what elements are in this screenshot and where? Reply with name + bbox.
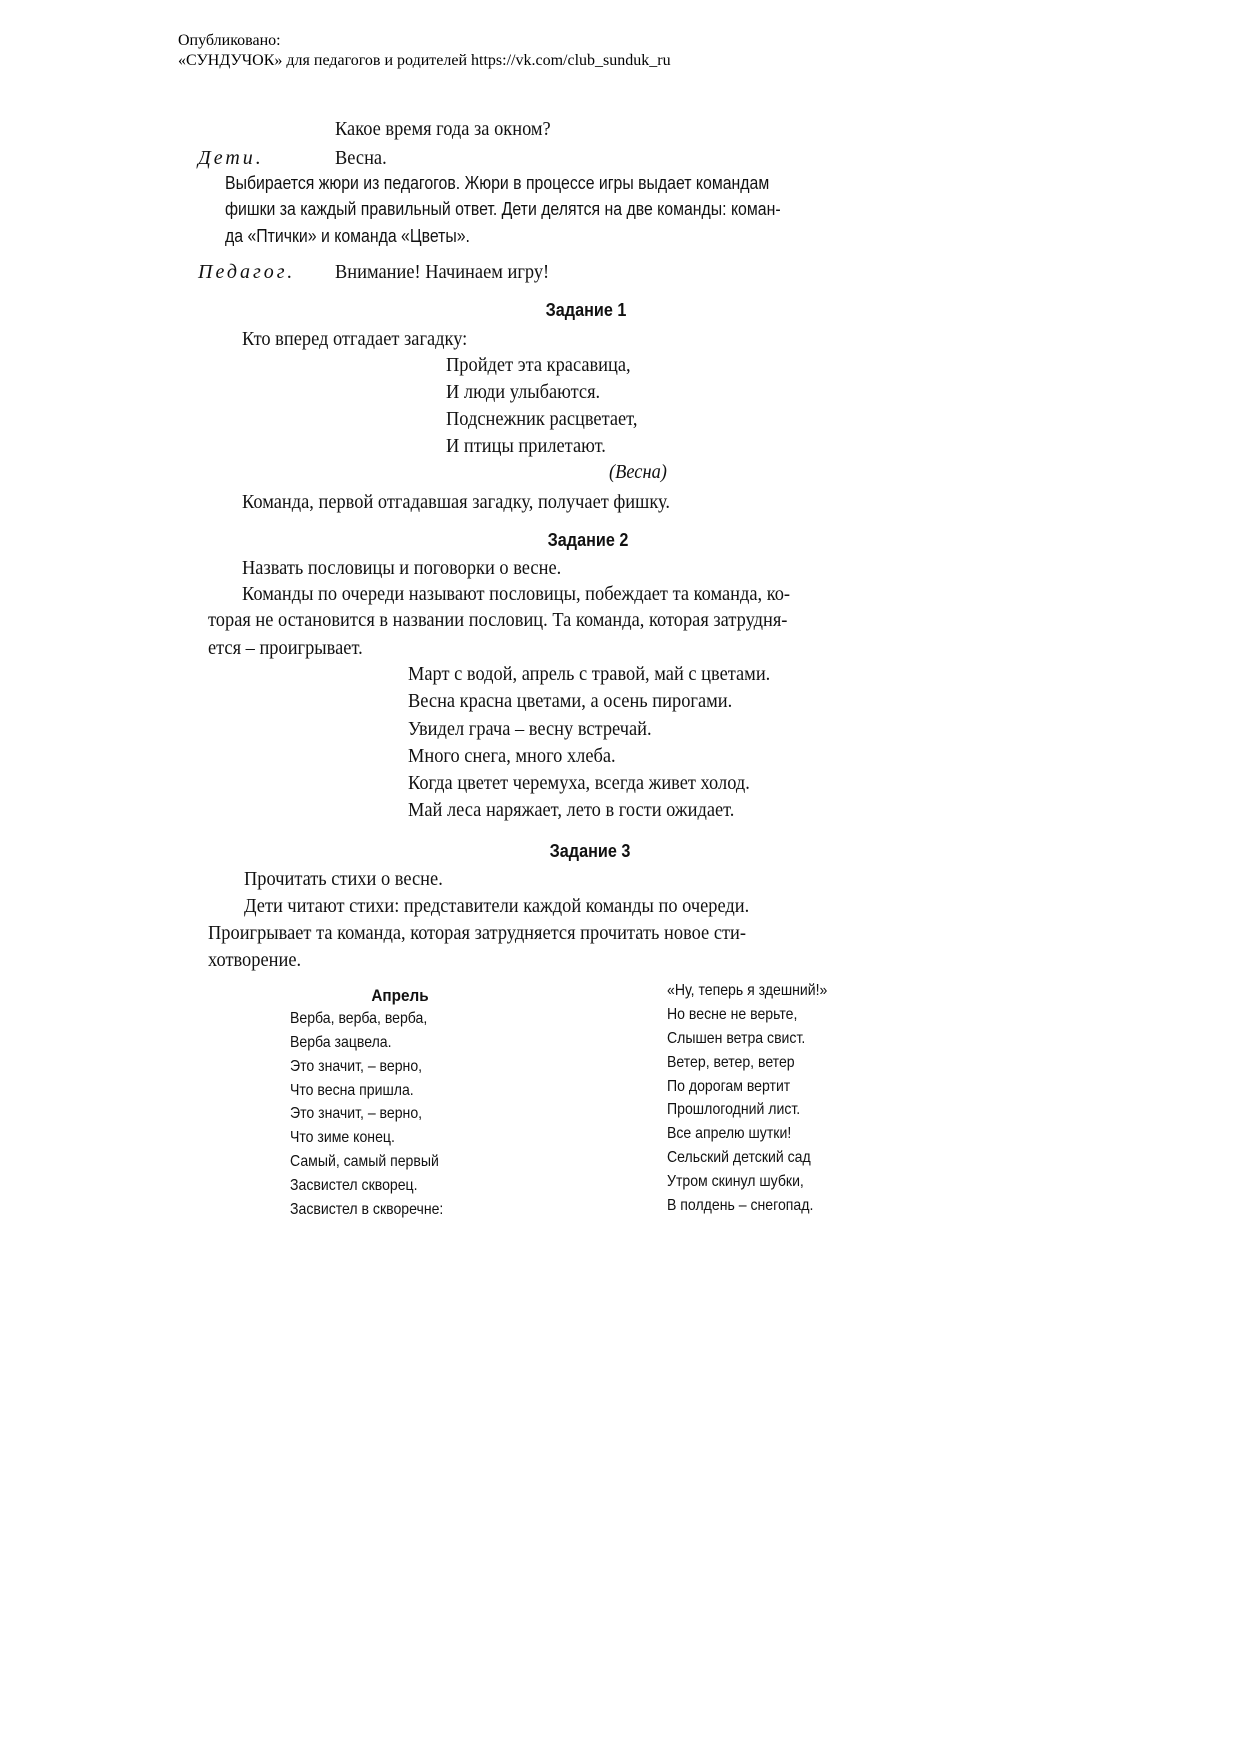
task-prompt: Кто вперед отгадает загадку: [242, 328, 468, 350]
task-prompt: Прочитать стихи о весне. [244, 868, 443, 890]
rules-line: Команды по очереди называют пословицы, побеждает та команда, ко- [242, 583, 791, 605]
rules-line: хотворение. [208, 949, 302, 971]
rules-line: Дети читают стихи: представители каждой команды по очереди. [244, 895, 750, 917]
task-note: Команда, первой отгадавшая загадку, получает фишку. [242, 491, 670, 513]
proverb: Когда цветет черемуха, всегда живет холод. [408, 772, 750, 794]
task-title: Задание 1 [545, 300, 627, 320]
poem-line: «Ну, теперь я здешний!» [667, 982, 828, 999]
poem-title: Апрель [371, 986, 429, 1005]
poem-line: Самый, самый первый [290, 1153, 439, 1170]
poem-line: Засвистел в скворечне: [290, 1201, 444, 1218]
riddle-line: И люди улыбаются. [446, 381, 601, 403]
poem-line: Но весне не верьте, [667, 1006, 798, 1023]
poem-line: Ветер, ветер, ветер [667, 1054, 795, 1071]
proverb: Увидел грача – весну встречай. [408, 718, 652, 740]
poem-line: По дорогам вертит [667, 1078, 791, 1095]
proverb: Много снега, много хлеба. [408, 745, 616, 767]
proverb: Весна красна цветами, а осень пирогами. [408, 690, 733, 712]
riddle-line: Подснежник расцветает, [446, 408, 638, 430]
poem-line: В полдень – снегопад. [667, 1197, 814, 1214]
publisher-line: «СУНДУЧОК» для педагогов и родителей https://vk.com/club_sunduk_ru [178, 52, 671, 69]
rules-line: Проигрывает та команда, которая затрудняется прочитать новое сти- [208, 922, 747, 944]
speaker-children: Дети. [198, 147, 264, 169]
riddle-answer: (Весна) [609, 461, 667, 483]
children-reply: Весна. [335, 147, 387, 169]
poem-line: Засвистел скворец. [290, 1177, 418, 1194]
task-title: Задание 3 [549, 841, 631, 861]
teacher-line: Внимание! Начинаем игру! [335, 261, 550, 283]
poem-line: Утром скинул шубки, [667, 1173, 804, 1190]
task-title: Задание 2 [547, 530, 629, 550]
poem-line: Что зиме конец. [290, 1129, 395, 1146]
question: Какое время года за окном? [335, 118, 551, 140]
task-prompt: Назвать пословицы и поговорки о весне. [242, 557, 562, 579]
rules-line: торая не остановится в названии пословиц. Та команда, которая затрудня- [208, 609, 788, 631]
poem-line: Это значит, – верно, [290, 1105, 423, 1122]
poem-line: Слышен ветра свист. [667, 1030, 806, 1047]
jury-line: да «Птички» и команда «Цветы». [225, 226, 470, 246]
jury-line: фишки за каждый правильный ответ. Дети делятся на две команды: коман- [225, 199, 781, 219]
riddle-line: Пройдет эта красавица, [446, 354, 631, 376]
poem-line: Верба, верба, верба, [290, 1010, 428, 1027]
proverb: Май леса наряжает, лето в гости ожидает. [408, 799, 735, 821]
poem-line: Это значит, – верно, [290, 1058, 423, 1075]
rules-line: ется – проигрывает. [208, 637, 363, 659]
poem-line: Все апрелю шутки! [667, 1125, 792, 1142]
speaker-teacher: Педагог. [198, 261, 296, 283]
jury-line: Выбирается жюри из педагогов. Жюри в процессе игры выдает командам [225, 173, 770, 193]
poem-line: Верба зацвела. [290, 1034, 392, 1051]
riddle-line: И птицы прилетают. [446, 435, 606, 457]
published-label: Опубликовано: [178, 32, 281, 49]
proverb: Март с водой, апрель с травой, май с цветами. [408, 663, 771, 685]
poem-line: Прошлогодний лист. [667, 1101, 801, 1118]
poem-line: Что весна пришла. [290, 1082, 414, 1099]
poem-line: Сельский детский сад [667, 1149, 811, 1166]
